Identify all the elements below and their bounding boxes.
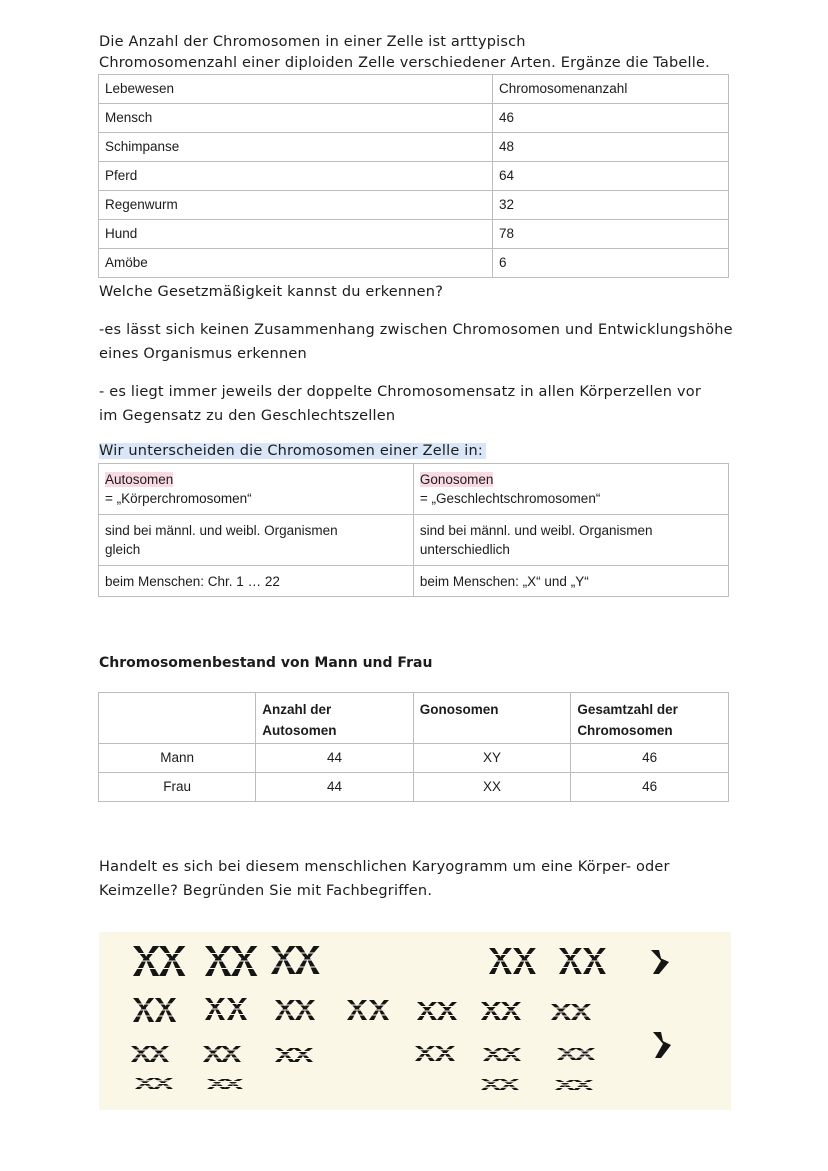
total-count: 46 bbox=[571, 773, 729, 802]
species-name: Amöbe bbox=[99, 249, 493, 278]
table-row bbox=[99, 104, 729, 133]
header-total bbox=[571, 693, 729, 744]
sex-chromosome bbox=[653, 1032, 671, 1058]
autosomen-human: beim Menschen: Chr. 1 … 22 bbox=[99, 566, 414, 597]
bestand-heading: Chromosomenbestand von Mann und Frau bbox=[99, 655, 433, 671]
chromosome bbox=[551, 1004, 571, 1020]
gonosomen-title: Gonosomen bbox=[419, 472, 494, 487]
answer-1 bbox=[99, 318, 739, 366]
karyogram-image bbox=[99, 932, 731, 1110]
autosomen-cell bbox=[99, 464, 414, 515]
autosomen-desc-line-1: sind bei männl. und weibl. Organismen bbox=[105, 523, 338, 538]
chromosome-count: 32 bbox=[493, 191, 729, 220]
chromosome bbox=[271, 946, 296, 974]
chromosome bbox=[293, 1048, 313, 1062]
species-name: Schimpanse bbox=[99, 133, 493, 162]
chromosome bbox=[205, 946, 231, 976]
autosomen-desc-line-2: gleich bbox=[105, 542, 141, 557]
header-total-line-2: Chromosomen bbox=[577, 723, 673, 738]
total-count: 46 bbox=[571, 744, 729, 773]
chromosome bbox=[295, 946, 320, 974]
distinguish-heading-block bbox=[99, 441, 739, 462]
chromosome bbox=[573, 1080, 593, 1090]
table-row bbox=[99, 464, 729, 515]
table-row bbox=[99, 249, 729, 278]
header-autosomen-line-2: Autosomen bbox=[262, 723, 337, 738]
answer-1-line-1: -es lässt sich keinen Zusammenhang zwischen Chromosomen und Entwicklungshöhe bbox=[99, 322, 733, 338]
autosomen-count: 44 bbox=[256, 744, 414, 773]
gonosomen-human: beim Menschen: „X“ und „Y“ bbox=[413, 566, 728, 597]
table-header-row bbox=[99, 75, 729, 104]
chromosome bbox=[557, 1048, 577, 1060]
header-autosomen-count bbox=[256, 693, 414, 744]
chromosome bbox=[153, 1078, 173, 1089]
autosomen-alias: = „Körperchromosomen“ bbox=[105, 491, 252, 506]
intro-line-2: Chromosomenzahl einer diploiden Zelle verschiedener Arten. Ergänze die Tabelle. bbox=[99, 55, 710, 71]
autosomen-count: 44 bbox=[256, 773, 414, 802]
sex-chromosome bbox=[651, 950, 669, 974]
header-empty bbox=[99, 693, 256, 744]
chromosome bbox=[435, 1046, 455, 1061]
species-name: Mensch bbox=[99, 104, 493, 133]
gonosomen-alias: = „Geschlechtschromosomen“ bbox=[419, 491, 601, 506]
chromosome bbox=[227, 998, 247, 1020]
chromosome bbox=[571, 1004, 591, 1020]
table-header-row bbox=[99, 693, 729, 744]
chromosome-count: 46 bbox=[493, 104, 729, 133]
karyogram-drawing bbox=[99, 932, 731, 1110]
chromosome-count: 78 bbox=[493, 220, 729, 249]
chromosome bbox=[295, 1000, 315, 1020]
chromosome bbox=[415, 1046, 435, 1061]
gonosomen-cell bbox=[413, 464, 728, 515]
chromosome bbox=[583, 948, 606, 974]
species-name: Hund bbox=[99, 220, 493, 249]
chromosome bbox=[481, 1002, 501, 1020]
species-chromosome-table bbox=[98, 74, 729, 278]
chromosome bbox=[135, 1078, 155, 1089]
chromosome-count: 48 bbox=[493, 133, 729, 162]
chromosome bbox=[483, 1048, 503, 1061]
chromosome bbox=[131, 1046, 151, 1062]
gonosomen-value: XX bbox=[413, 773, 571, 802]
question-2-line-2: Keimzelle? Begründen Sie mit Fachbegriffen. bbox=[99, 883, 433, 899]
chromosome-count: 6 bbox=[493, 249, 729, 278]
chromosome bbox=[369, 1000, 389, 1020]
table-row bbox=[99, 220, 729, 249]
chromosome bbox=[133, 946, 159, 976]
header-chromosomenanzahl: Chromosomenanzahl bbox=[493, 75, 729, 104]
answer-2-line-2: im Gegensatz zu den Geschlechtszellen bbox=[99, 408, 396, 424]
table-row bbox=[99, 191, 729, 220]
header-total-line-1: Gesamtzahl der bbox=[577, 702, 678, 717]
chromosome bbox=[555, 1080, 575, 1090]
chromosome bbox=[203, 1046, 223, 1062]
table-row bbox=[99, 515, 729, 566]
answer-2-line-1: - es liegt immer jeweils der doppelte Chromosomensatz in allen Körperzellen vor bbox=[99, 384, 702, 400]
table-row bbox=[99, 162, 729, 191]
chromosome bbox=[501, 1002, 521, 1020]
chromosome bbox=[275, 1048, 295, 1062]
chromosome bbox=[223, 1079, 243, 1089]
gonosomen-description bbox=[413, 515, 728, 566]
chromosome bbox=[159, 946, 185, 976]
chromosome bbox=[275, 1000, 295, 1020]
table-row bbox=[99, 744, 729, 773]
question-1-text: Welche Gesetzmäßigkeit kannst du erkennen? bbox=[99, 284, 444, 300]
header-autosomen-line-1: Anzahl der bbox=[262, 702, 332, 717]
chromosome bbox=[155, 998, 176, 1022]
chromosome bbox=[501, 1048, 521, 1061]
autosomen-title: Autosomen bbox=[105, 472, 174, 487]
intro-text bbox=[99, 32, 739, 74]
chromosome bbox=[347, 1000, 367, 1020]
header-gonosomen: Gonosomen bbox=[413, 693, 571, 744]
chromosome bbox=[149, 1046, 169, 1062]
answer-2 bbox=[99, 380, 739, 428]
bestand-heading-block bbox=[99, 653, 739, 674]
chromosome bbox=[221, 1046, 241, 1062]
table-row bbox=[99, 773, 729, 802]
question-2-line-1: Handelt es sich bei diesem menschlichen Karyogramm um eine Körper- oder bbox=[99, 859, 670, 875]
chromosome bbox=[437, 1002, 457, 1020]
question-1 bbox=[99, 282, 739, 303]
intro-line-1: Die Anzahl der Chromosomen in einer Zelle ist arttypisch bbox=[99, 34, 526, 50]
chromosome bbox=[489, 948, 512, 974]
chromosome-bestand-table bbox=[98, 692, 729, 802]
chromosome bbox=[205, 998, 225, 1020]
species-name: Pferd bbox=[99, 162, 493, 191]
header-lebewesen: Lebewesen bbox=[99, 75, 493, 104]
table-row bbox=[99, 566, 729, 597]
chromosome bbox=[559, 948, 582, 974]
gonosomen-desc-line-1: sind bei männl. und weibl. Organismen bbox=[419, 523, 653, 538]
chromosome bbox=[417, 1002, 437, 1020]
sex-label: Frau bbox=[99, 773, 256, 802]
sex-label: Mann bbox=[99, 744, 256, 773]
chromosome bbox=[481, 1079, 501, 1090]
chromosome bbox=[231, 946, 257, 976]
chromosome-count: 64 bbox=[493, 162, 729, 191]
species-name: Regenwurm bbox=[99, 191, 493, 220]
question-2 bbox=[99, 855, 739, 903]
autosomen-description bbox=[99, 515, 414, 566]
gonosomen-desc-line-2: unterschiedlich bbox=[419, 542, 510, 557]
table-row bbox=[99, 133, 729, 162]
chromosome bbox=[133, 998, 154, 1022]
distinguish-heading: Wir unterscheiden die Chromosomen einer Zelle in: bbox=[99, 443, 486, 459]
gonosomen-value: XY bbox=[413, 744, 571, 773]
chromosome bbox=[513, 948, 536, 974]
answer-1-line-2: eines Organismus erkennen bbox=[99, 346, 307, 362]
chromosome bbox=[499, 1079, 519, 1090]
chromosome bbox=[575, 1048, 595, 1060]
chromosome-types-table bbox=[98, 463, 729, 597]
